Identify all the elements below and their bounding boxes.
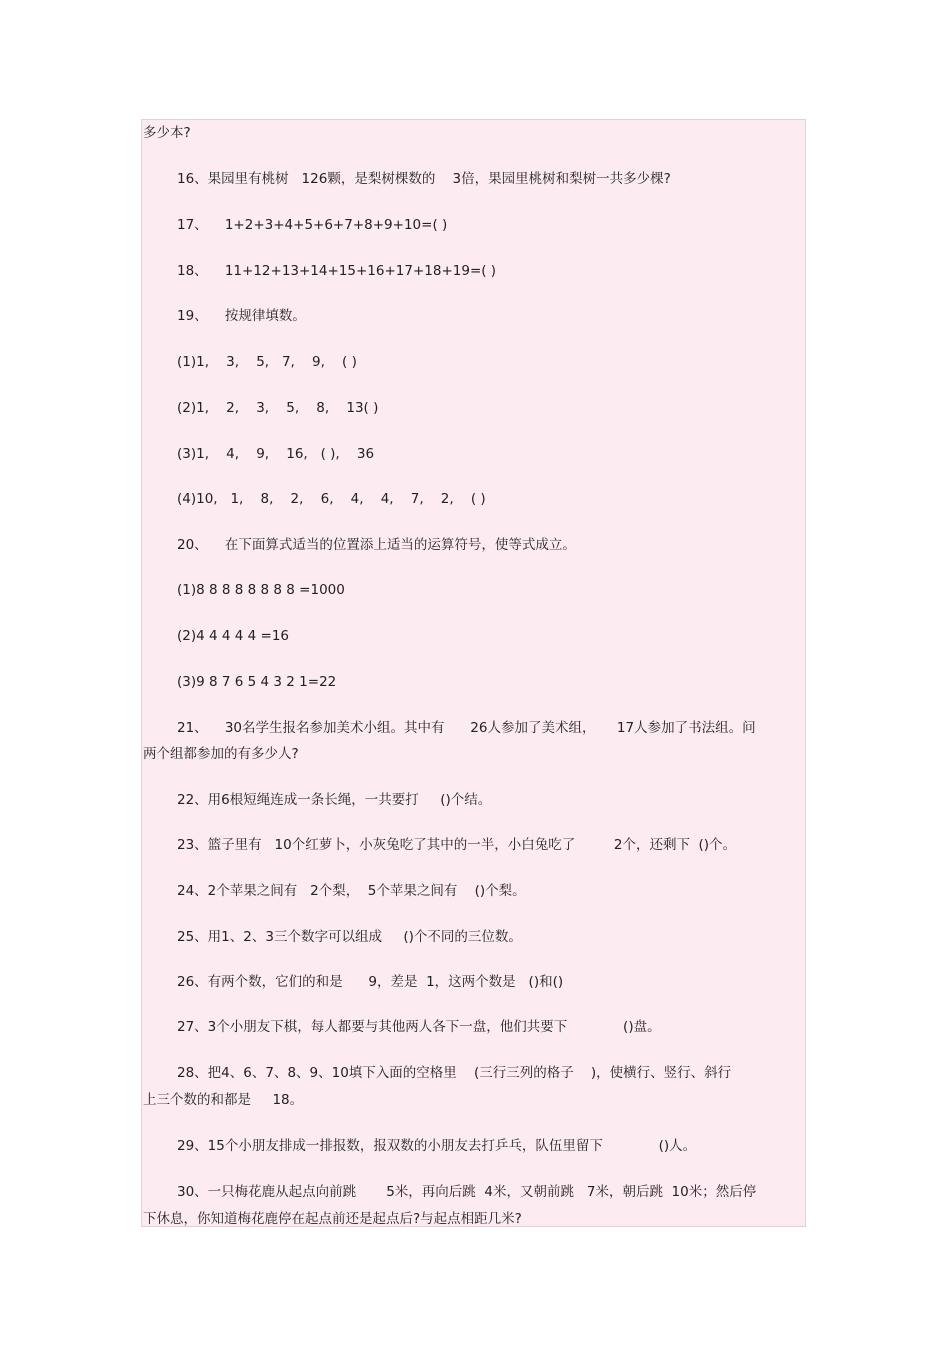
- question-15-continuation: 多少本?: [143, 125, 191, 141]
- question-20-part-2: (2)4 4 4 4 4 =16: [177, 628, 290, 644]
- question-29: 29、15个小朋友排成一排报数，报双数的小朋友去打乒乓，队伍里留下 ()人。: [177, 1138, 697, 1154]
- question-17: 17、 1+2+3+4+5+6+7+8+9+10=( ): [177, 217, 448, 233]
- question-20-part-3: (3)9 8 7 6 5 4 3 2 1=22: [177, 674, 337, 690]
- question-20-part-1: (1)8 8 8 8 8 8 8 8 =1000: [177, 582, 345, 598]
- question-19-part-4: (4)10, 1, 8, 2, 6, 4, 4, 7, 2, ( ): [177, 491, 486, 507]
- question-19-part-1: (1)1, 3, 5, 7, 9, ( ): [177, 354, 357, 370]
- question-28-continuation: 上三个数的和都是 18。: [143, 1092, 304, 1108]
- question-19-part-3: (3)1, 4, 9, 16, ( ), 36: [177, 446, 375, 462]
- question-16: 16、果园里有桃树 126颗，是梨树棵数的 3倍，果园里桃树和梨树一共多少棵?: [177, 171, 671, 187]
- question-30-continuation: 下休息，你知道梅花鹿停在起点前还是起点后?与起点相距几米?: [143, 1211, 522, 1227]
- question-30: 30、一只梅花鹿从起点向前跳 5米，再向后跳 4米，又朝前跳 7米，朝后跳 10米；然后停: [177, 1184, 757, 1200]
- question-27: 27、3个小朋友下棋，每人都要与其他两人各下一盘，他们共要下 ()盘。: [177, 1019, 661, 1035]
- question-19: 19、 按规律填数。: [177, 308, 306, 324]
- question-22: 22、用6根短绳连成一条长绳，一共要打 ()个结。: [177, 792, 492, 808]
- question-21: 21、 30名学生报名参加美术小组。其中有 26人参加了美术组， 17人参加了书法组。问: [177, 720, 756, 736]
- question-23: 23、篮子里有 10个红萝卜，小灰兔吃了其中的一半，小白兔吃了 2个，还剩下 ()个。: [177, 837, 737, 853]
- question-24: 24、2个苹果之间有 2个梨， 5个苹果之间有 ()个梨。: [177, 883, 526, 899]
- question-19-part-2: (2)1, 2, 3, 5, 8, 13( ): [177, 400, 379, 416]
- question-25: 25、用1、2、3三个数字可以组成 ()个不同的三位数。: [177, 929, 522, 945]
- question-28: 28、把4、6、7、8、9、10填下入面的空格里 (三行三列的格子 )，使横行、竖行、斜行: [177, 1065, 732, 1081]
- question-20: 20、 在下面算式适当的位置添上适当的运算符号，使等式成立。: [177, 537, 576, 553]
- question-21-continuation: 两个组都参加的有多少人?: [143, 746, 299, 762]
- question-26: 26、有两个数，它们的和是 9，差是 1，这两个数是 ()和(): [177, 974, 564, 990]
- question-18: 18、 11+12+13+14+15+16+17+18+19=( ): [177, 263, 497, 279]
